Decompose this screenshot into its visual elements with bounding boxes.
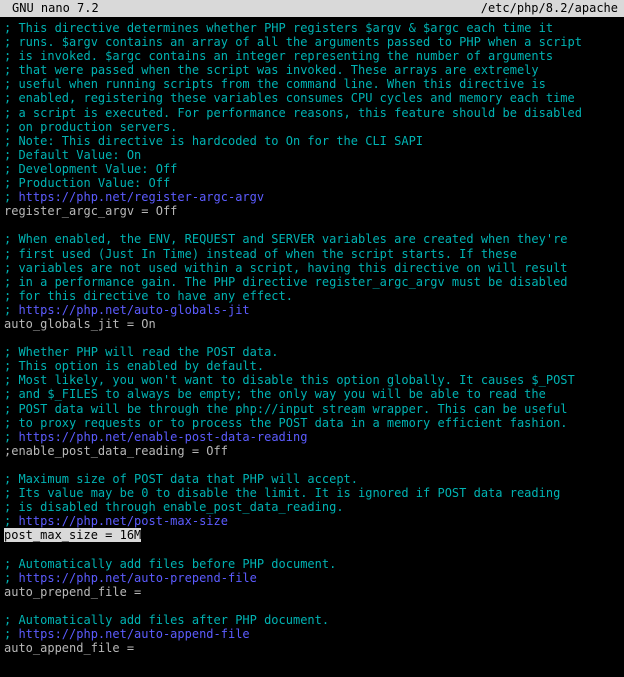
comment-text: ; Production Value: Off <box>4 176 171 191</box>
editor-line[interactable] <box>4 359 620 373</box>
comment-marker: ; <box>4 429 19 444</box>
directive-text: ;enable_post_data_reading = Off <box>4 443 228 458</box>
comment-marker: ; <box>4 302 19 317</box>
editor-line[interactable] <box>4 49 620 63</box>
nano-title-bar <box>0 0 624 17</box>
editor-line[interactable] <box>4 176 620 190</box>
editor-line[interactable] <box>4 77 620 91</box>
editor-line[interactable] <box>4 148 620 162</box>
comment-text: ; runs. $argv contains an array of all the arguments passed to PHP when a script <box>4 35 582 50</box>
editor-line[interactable] <box>4 444 620 458</box>
editor-line[interactable] <box>4 218 620 232</box>
editor-line[interactable] <box>4 247 620 261</box>
doc-url-text: https://php.net/post-max-size <box>18 514 228 529</box>
comment-text: ; enabled, registering these variables consumes CPU cycles and memory each time <box>4 91 575 106</box>
editor-line[interactable] <box>4 303 620 317</box>
nano-file-path-label: /etc/php/8.2/apache <box>480 1 618 15</box>
comment-text: ; Default Value: On <box>4 147 142 162</box>
comment-text: ; Development Value: Off <box>4 161 178 176</box>
editor-line[interactable] <box>4 641 620 655</box>
comment-text: ; is disabled through enable_post_data_reading. <box>4 500 344 515</box>
editor-line[interactable] <box>4 21 620 35</box>
directive-text: auto_globals_jit = On <box>4 316 156 331</box>
comment-text: ; is invoked. $argc contains an integer representing the number of arguments <box>4 49 554 64</box>
comment-text: ; When enabled, the ENV, REQUEST and SERVER variables are created when they're <box>4 232 568 247</box>
comment-text: ; first used (Just In Time) instead of when the script starts. If these <box>4 246 517 261</box>
editor-line[interactable] <box>4 416 620 430</box>
comment-text: ; useful when running scripts from the command line. When this directive is <box>4 77 546 92</box>
editor-line[interactable] <box>4 120 620 134</box>
comment-text: ; Automatically add files after PHP document. <box>4 612 330 627</box>
editor-line[interactable] <box>4 387 620 401</box>
comment-text: ; on production servers. <box>4 119 178 134</box>
editor-line[interactable] <box>4 528 620 542</box>
comment-text: ; Its value may be 0 to disable the limit. It is ignored if POST data reading <box>4 486 561 501</box>
comment-text: ; Note: This directive is hardcoded to On for the CLI SAPI <box>4 133 424 148</box>
editor-line[interactable] <box>4 514 620 528</box>
editor-line[interactable] <box>4 486 620 500</box>
editor-line[interactable] <box>4 613 620 627</box>
editor-line[interactable] <box>4 35 620 49</box>
editor-line[interactable] <box>4 261 620 275</box>
editor-line[interactable] <box>4 289 620 303</box>
editor-line[interactable] <box>4 91 620 105</box>
comment-text: ; This directive determines whether PHP registers $argv & $argc each time it <box>4 21 554 35</box>
editor-line[interactable] <box>4 472 620 486</box>
doc-url-text: https://php.net/enable-post-data-reading <box>18 429 308 444</box>
editor-line[interactable] <box>4 162 620 176</box>
directive-text: auto_append_file = <box>4 641 135 656</box>
comment-marker: ; <box>4 514 19 529</box>
editor-line[interactable] <box>4 571 620 585</box>
doc-url-text: https://php.net/auto-globals-jit <box>18 302 250 317</box>
editor-line[interactable] <box>4 402 620 416</box>
editor-line[interactable] <box>4 331 620 345</box>
editor-line[interactable] <box>4 430 620 444</box>
editor-line[interactable] <box>4 317 620 331</box>
comment-text: ; and $_FILES to always be empty; the only way you will be able to read the <box>4 387 546 402</box>
editor-line[interactable] <box>4 627 620 641</box>
editor-line[interactable] <box>4 500 620 514</box>
editor-line[interactable] <box>4 373 620 387</box>
doc-url-text: https://php.net/auto-append-file <box>18 627 250 642</box>
directive-text: auto_prepend_file = <box>4 584 142 599</box>
selected-line-text: post_max_size = 16M <box>4 528 142 543</box>
editor-line[interactable] <box>4 204 620 218</box>
comment-text: ; in a performance gain. The PHP directive register_argc_argv must be disabled <box>4 274 568 289</box>
comment-text: ; for this directive to have any effect. <box>4 288 293 303</box>
editor-line[interactable] <box>4 134 620 148</box>
editor-text-area[interactable] <box>0 17 624 677</box>
comment-marker: ; <box>4 627 19 642</box>
editor-line[interactable] <box>4 458 620 472</box>
comment-text: ; that were passed when the script was invoked. These arrays are extremely <box>4 63 539 78</box>
comment-text: ; Maximum size of POST data that PHP will accept. <box>4 472 359 486</box>
comment-text: ; Automatically add files before PHP document. <box>4 556 337 571</box>
editor-line[interactable] <box>4 345 620 359</box>
comment-text: ; a script is executed. For performance reasons, this feature should be disabled <box>4 105 582 120</box>
doc-url-text: https://php.net/register-argc-argv <box>18 190 265 205</box>
editor-line[interactable] <box>4 106 620 120</box>
comment-text: ; POST data will be through the php://input stream wrapper. This can be useful <box>4 401 568 416</box>
comment-marker: ; <box>4 190 19 205</box>
editor-line[interactable] <box>4 190 620 204</box>
editor-line[interactable] <box>4 63 620 77</box>
comment-text: ; variables are not used within a script, having this directive on will result <box>4 260 568 275</box>
editor-line[interactable] <box>4 557 620 571</box>
editor-line[interactable] <box>4 585 620 599</box>
editor-line[interactable] <box>4 275 620 289</box>
comment-text: ; This option is enabled by default. <box>4 359 265 374</box>
editor-line[interactable] <box>4 599 620 613</box>
directive-text: register_argc_argv = Off <box>4 204 178 219</box>
doc-url-text: https://php.net/auto-prepend-file <box>18 570 257 585</box>
comment-text: ; Most likely, you won't want to disable this option globally. It causes $_POST <box>4 373 575 388</box>
editor-line[interactable] <box>4 232 620 246</box>
nano-version-label: GNU nano 7.2 <box>12 1 99 15</box>
editor-line[interactable] <box>4 542 620 556</box>
comment-marker: ; <box>4 570 19 585</box>
comment-text: ; to proxy requests or to process the POST data in a memory efficient fashion. <box>4 415 568 430</box>
comment-text: ; Whether PHP will read the POST data. <box>4 345 279 360</box>
